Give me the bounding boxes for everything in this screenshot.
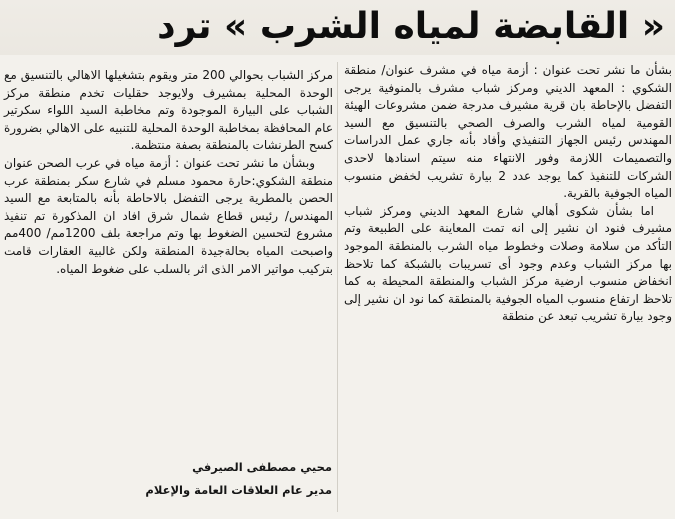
headline-band	[0, 0, 675, 55]
paragraph: مركز الشباب بحوالي 200 متر ويقوم بتشغيلها الاهالي بالتنسيق مع الوحدة المحلية بمشيرف ولايوجد حقليات تخدم منطقة مركز الشباب على البيارة الموجودة وتم مخاطبة السيد اللواء سكرتير عام المحافظة بمخاطبة الوحدة المحلية للتنبيه على الاهالي بضرورة كسح الطرنشات بالمنطقة بصفة منتظمة.	[4, 68, 333, 153]
signature-title: مدير عام العلاقات العامة والإعلام	[145, 483, 332, 497]
article-headline: « القابضة لمياه الشرب » ترد	[157, 6, 665, 47]
column-divider	[337, 62, 338, 512]
signature-block	[12, 456, 332, 501]
paragraph: اما بشأن شكوى أهالي شارع المعهد الديني ومركز شباب مشيرف فنود ان نشير إلى انه تمت المعاينة على الطبيعة وتم التأكد من سلامة وصلات وخطوط مياه الشرب بالمنطقة الموجود بها مركز الشباب وعدم وجود أى تسريبات بالشبكة كما تلاحظ انخفاض منسوب ارضية مركز الشباب والمنطقة المحيطة به كما تلاحظ ارتفاع منسوب المياه الجوفية بالمنطقة كما نود ان نشير إلى وجود بيارة تشريب تبعد عن منطقة	[344, 203, 672, 324]
article-column-left	[4, 67, 333, 278]
paragraph: وبشأن ما نشر تحت عنوان : أزمة مياه في عرب الصحن عنوان منطقة الشكوي:حارة محمود مسلم في شارع سكر بمنطقة عرب الحصن بالمطرية يرجى التفضل بالاحاطة بأنه بالمتابعة مع السيد المهندس/ رئيس قطاع شمال شرق افاد ان المذكورة تم تنفيذ مشروع لتحسين الضغوط بها وتم مراجعة بلف 1200مم/ 400مم واصبحت المياه بحالةجيدة المنطقة ولكن غالبية العقارات قامت بتركيب مواتير الامر الذى اثر بالسلب على ضغوط المياه.	[4, 155, 333, 276]
paragraph: بشأن ما نشر تحت عنوان : أزمة مياه في مشرف عنوان/ منطقة الشكوي : المعهد الديني ومركز شباب مشرف بالمنوفية يرجى التفضل بالإحاطة بان قرية مشيرف مدرجة ضمن مشروعات الهيئة القومية لمياه الشرب والصرف الصحي بالتنسيق مع السيد المهندس رئيس الجهاز التنفيذي وأفاد بأنه جاري عمل الدراسات والتصميمات اللازمة وفور الانتهاء منه سيتم اسنادها لاحدى الشركات للتنفيذ كما يوجد عدد 2 بيارة تشريب لخفض منسوب المياه الجوفية بالقرية.	[344, 63, 673, 201]
article-column-right	[344, 62, 672, 326]
signature-name: محيي مصطفى الصيرفي	[192, 460, 332, 474]
